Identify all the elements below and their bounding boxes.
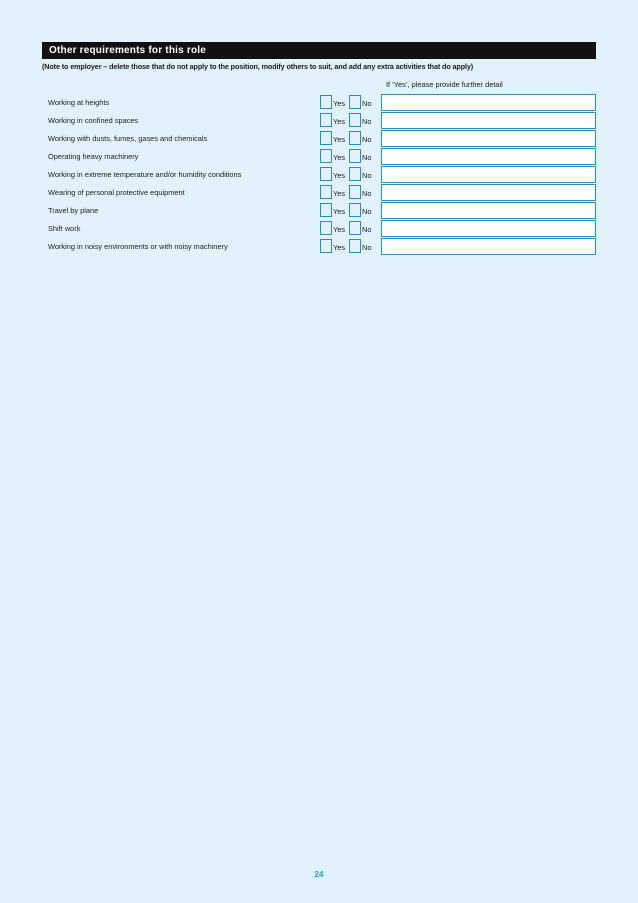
yes-checkbox[interactable]	[320, 221, 332, 235]
yes-checkbox[interactable]	[320, 185, 332, 199]
employer-note: (Note to employer – delete those that do not apply to the position, modify others to suit, and add any extra activities that do apply)	[42, 62, 474, 71]
no-label: No	[362, 117, 372, 126]
requirement-row	[0, 94, 638, 112]
requirement-row	[0, 130, 638, 148]
no-label: No	[362, 225, 372, 234]
no-checkbox[interactable]	[349, 113, 361, 127]
no-checkbox[interactable]	[349, 167, 361, 181]
yes-checkbox[interactable]	[320, 95, 332, 109]
yes-label: Yes	[333, 225, 346, 234]
detail-input[interactable]	[381, 94, 596, 111]
detail-input[interactable]	[381, 112, 596, 129]
requirement-label: Working in extreme temperature and/or humidity conditions	[48, 170, 242, 179]
yes-label: Yes	[333, 99, 346, 108]
detail-input[interactable]	[381, 184, 596, 201]
no-checkbox[interactable]	[349, 149, 361, 163]
detail-column-heading: If ‘Yes’, please provide further detail	[386, 80, 503, 89]
requirement-row	[0, 202, 638, 220]
requirement-label: Wearing of personal protective equipment	[48, 188, 185, 197]
requirement-row	[0, 166, 638, 184]
section-title-bar	[42, 42, 596, 59]
no-checkbox[interactable]	[349, 239, 361, 253]
yes-checkbox[interactable]	[320, 131, 332, 145]
detail-input[interactable]	[381, 148, 596, 165]
no-checkbox[interactable]	[349, 131, 361, 145]
yes-label: Yes	[333, 171, 346, 180]
requirement-label: Working with dusts, fumes, gases and chemicals	[48, 134, 208, 143]
requirement-row	[0, 148, 638, 166]
detail-input[interactable]	[381, 202, 596, 219]
section-title: Other requirements for this role	[49, 45, 206, 56]
detail-input[interactable]	[381, 220, 596, 237]
yes-checkbox[interactable]	[320, 167, 332, 181]
requirement-label: Working in noisy environments or with noisy machinery	[48, 242, 228, 251]
no-checkbox[interactable]	[349, 95, 361, 109]
yes-label: Yes	[333, 153, 346, 162]
no-checkbox[interactable]	[349, 185, 361, 199]
requirement-label: Operating heavy machinery	[48, 152, 139, 161]
no-checkbox[interactable]	[349, 203, 361, 217]
yes-label: Yes	[333, 189, 346, 198]
yes-checkbox[interactable]	[320, 239, 332, 253]
yes-checkbox[interactable]	[320, 203, 332, 217]
no-checkbox[interactable]	[349, 221, 361, 235]
page-number: 24	[314, 870, 324, 879]
requirement-label: Shift work	[48, 224, 81, 233]
yes-label: Yes	[333, 243, 346, 252]
yes-checkbox[interactable]	[320, 149, 332, 163]
no-label: No	[362, 207, 372, 216]
requirement-row	[0, 184, 638, 202]
no-label: No	[362, 99, 372, 108]
no-label: No	[362, 153, 372, 162]
detail-input[interactable]	[381, 166, 596, 183]
no-label: No	[362, 243, 372, 252]
yes-label: Yes	[333, 135, 346, 144]
requirement-row	[0, 220, 638, 238]
no-label: No	[362, 189, 372, 198]
detail-input[interactable]	[381, 238, 596, 255]
requirement-row	[0, 238, 638, 256]
requirement-label: Working in confined spaces	[48, 116, 139, 125]
yes-label: Yes	[333, 207, 346, 216]
requirement-label: Travel by plane	[48, 206, 99, 215]
requirement-label: Working at heights	[48, 98, 110, 107]
requirement-row	[0, 112, 638, 130]
detail-input[interactable]	[381, 130, 596, 147]
yes-label: Yes	[333, 117, 346, 126]
yes-checkbox[interactable]	[320, 113, 332, 127]
no-label: No	[362, 171, 372, 180]
no-label: No	[362, 135, 372, 144]
